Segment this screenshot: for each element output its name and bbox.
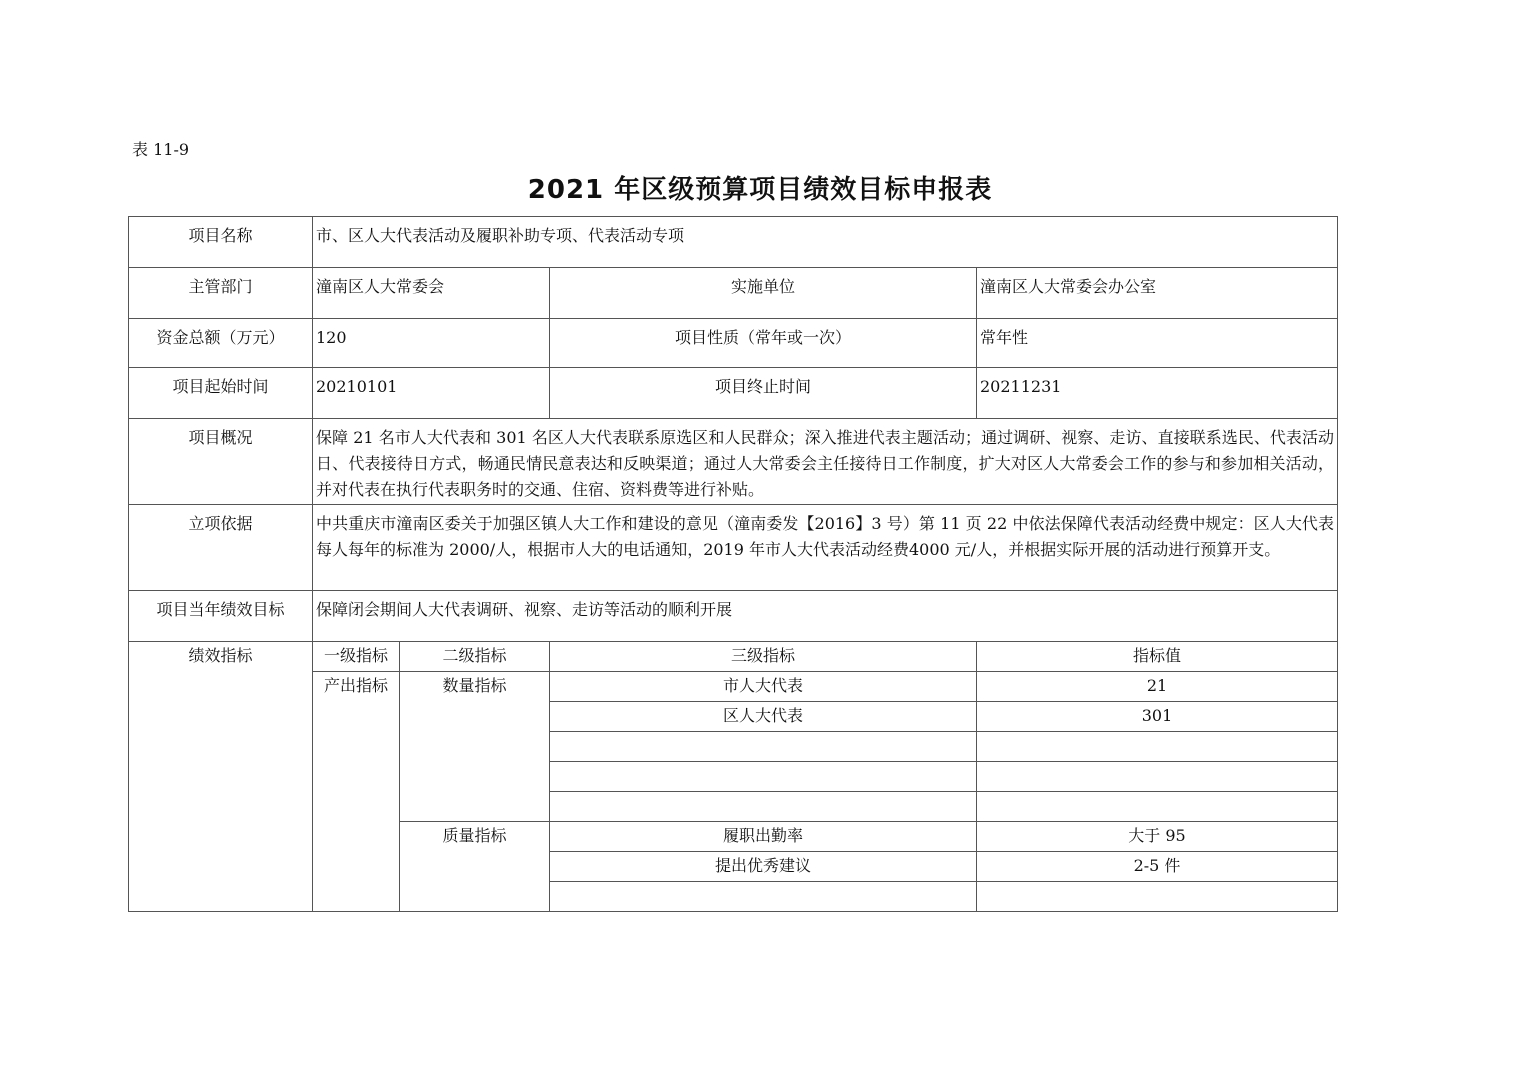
- row-goal: [129, 591, 1338, 642]
- dept-value: 潼南区人大常委会: [313, 268, 550, 319]
- quantity-indicator-label: 数量指标: [400, 672, 550, 822]
- row-fund: [129, 319, 1338, 368]
- fund-label: 资金总额（万元）: [129, 319, 313, 368]
- quality-indicator-label: 质量指标: [400, 822, 550, 912]
- output-indicator-label: 产出指标: [313, 672, 400, 912]
- row-project-name: [129, 217, 1338, 268]
- indicator-name: 履职出勤率: [550, 822, 977, 852]
- col-level2-header: 二级指标: [400, 642, 550, 672]
- row-indicator-header: [129, 642, 1338, 672]
- col-value-header: 指标值: [977, 642, 1338, 672]
- start-value: 20210101: [313, 368, 550, 419]
- fund-value: 120: [313, 319, 550, 368]
- row-dates: [129, 368, 1338, 419]
- document-title: 2021 年区级预算项目绩效目标申报表: [527, 175, 993, 205]
- unit-value: 潼南区人大常委会办公室: [977, 268, 1338, 319]
- indicator-name: [550, 762, 977, 792]
- nature-value: 常年性: [977, 319, 1338, 368]
- performance-goal-form: [128, 216, 1338, 912]
- goal-label: 项目当年绩效目标: [129, 591, 313, 642]
- indicator-value: 301: [977, 702, 1338, 732]
- overview-value: 保障 21 名市人大代表和 301 名区人大代表联系原选区和人民群众；深入推进代表主题活动；通过调研、视察、走访、直接联系选民、代表活动日、代表接待日方式，畅通民情民意表达和反映渠道；通过人大常委会主任接待日工作制度，扩大对区人大常委会工作的参与和参加相关活动，并对代表在执行代表职务时的交通、住宿、资料费等进行补贴。: [313, 419, 1338, 505]
- row-basis: [129, 505, 1338, 591]
- indicator-value: [977, 792, 1338, 822]
- indicator-name: 市人大代表: [550, 672, 977, 702]
- indicator-name: [550, 792, 977, 822]
- indicator-value: 21: [977, 672, 1338, 702]
- indicator-name: [550, 882, 977, 912]
- project-name-label: 项目名称: [129, 217, 313, 268]
- end-label: 项目终止时间: [550, 368, 977, 419]
- indicator-value: [977, 732, 1338, 762]
- table-number-label: 表 11-9: [132, 140, 190, 159]
- col-level1-header: 一级指标: [313, 642, 400, 672]
- basis-value: 中共重庆市潼南区委关于加强区镇人大工作和建设的意见（潼南委发【2016】3 号）第 11 页 22 中依法保障代表活动经费中规定：区人大代表每人每年的标准为 2000/人，根据市人大的电话通知，2019 年市人大代表活动经费4000 元/人，并根据实际开展的活动进行预算开支。: [313, 505, 1338, 591]
- unit-label: 实施单位: [550, 268, 977, 319]
- indicator-value: [977, 762, 1338, 792]
- indicator-name: 区人大代表: [550, 702, 977, 732]
- basis-label: 立项依据: [129, 505, 313, 591]
- indicator-value: [977, 882, 1338, 912]
- start-label: 项目起始时间: [129, 368, 313, 419]
- indicator-name: [550, 732, 977, 762]
- nature-label: 项目性质（常年或一次）: [550, 319, 977, 368]
- row-department: [129, 268, 1338, 319]
- indicator-name: 提出优秀建议: [550, 852, 977, 882]
- project-name-value: 市、区人大代表活动及履职补助专项、代表活动专项: [313, 217, 1338, 268]
- overview-label: 项目概况: [129, 419, 313, 505]
- dept-label: 主管部门: [129, 268, 313, 319]
- goal-value: 保障闭会期间人大代表调研、视察、走访等活动的顺利开展: [313, 591, 1338, 642]
- row-overview: [129, 419, 1338, 505]
- indicators-label: 绩效指标: [129, 642, 313, 912]
- col-level3-header: 三级指标: [550, 642, 977, 672]
- end-value: 20211231: [977, 368, 1338, 419]
- indicator-value: 大于 95: [977, 822, 1338, 852]
- indicator-value: 2-5 件: [977, 852, 1338, 882]
